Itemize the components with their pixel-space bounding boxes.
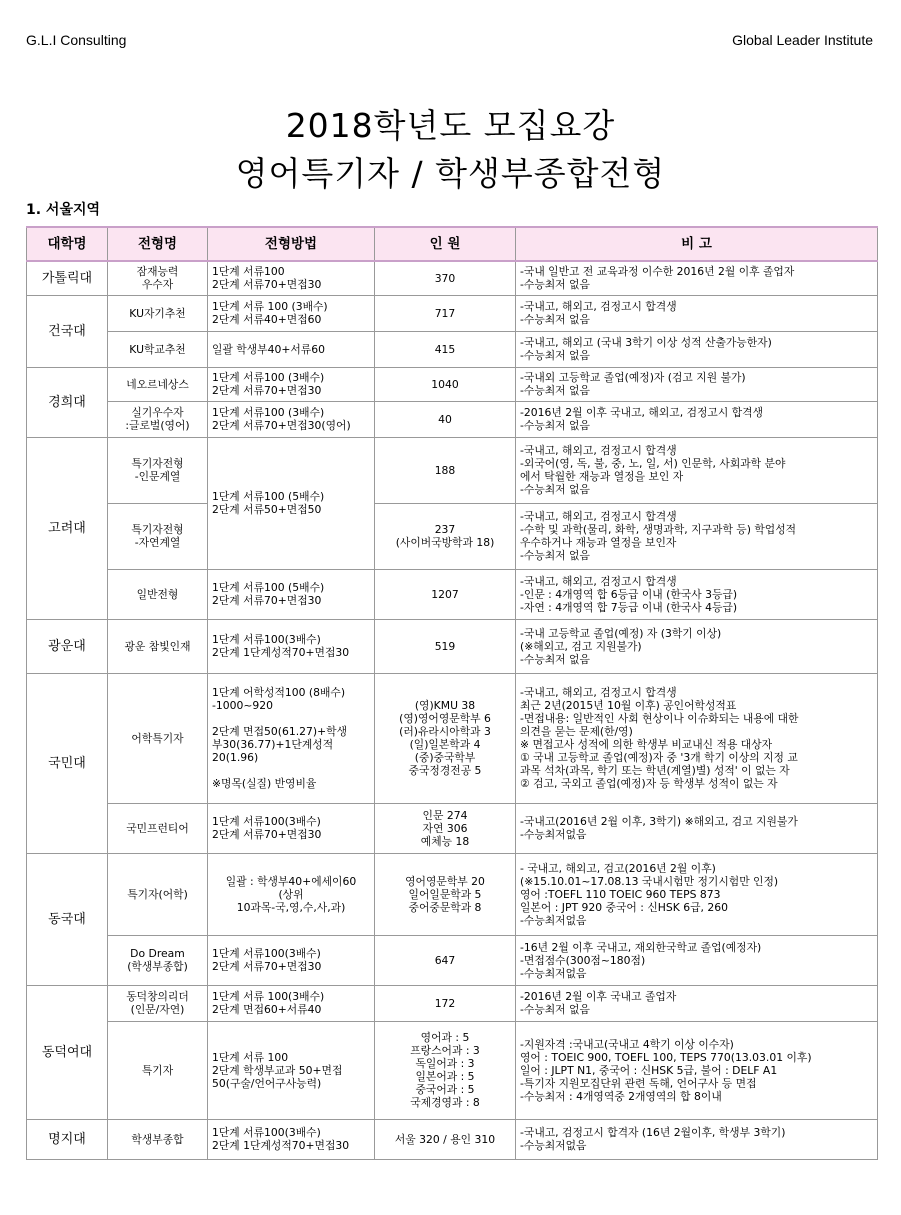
count-cell: 188 [375, 437, 516, 503]
column-header-count: 인 원 [375, 227, 516, 261]
count-cell: 519 [375, 619, 516, 673]
university-cell: 고려대 [27, 437, 108, 619]
count-cell: 717 [375, 295, 516, 331]
university-cell: 국민대 [27, 673, 108, 853]
count-cell: 172 [375, 985, 516, 1021]
university-cell: 경희대 [27, 367, 108, 437]
method-cell: 1단계 서류100(3배수) 2단계 1단계성적70+면접30 [208, 1119, 375, 1159]
track-cell: KU자기추천 [108, 295, 208, 331]
count-cell: (영)KMU 38 (영)영어영문학부 6 (러)유라시아학과 3 (일)일본학과 4 (중)중국학부 중국정경전공 5 [375, 673, 516, 803]
track-cell: 잠재능력 우수자 [108, 261, 208, 295]
table-row [27, 1119, 878, 1159]
count-cell: 1207 [375, 569, 516, 619]
note-cell: - 국내고, 해외고, 검고(2016년 2월 이후) (※15.10.01~17.08.13 국내시험만 정기시험만 인정) 영어 :TOEFL 110 TOEIC 960 TEPS 873 일본어 : JPT 920 중국어 : 신HSK 6급, 260 -수능최저없음 [516, 853, 878, 935]
section-heading: 1. 서울지역 [26, 202, 101, 218]
university-cell: 명지대 [27, 1119, 108, 1159]
method-cell: 1단계 서류100(3배수) 2단계 1단계성적70+면접30 [208, 619, 375, 673]
track-cell: KU학교추천 [108, 331, 208, 367]
method-cell: 1단계 서류100 2단계 서류70+면접30 [208, 261, 375, 295]
method-cell: 1단계 서류 100 2단계 학생부교과 50+면접 50(구술/언어구사능력) [208, 1021, 375, 1119]
table-row [27, 853, 878, 935]
method-cell: 1단계 서류100 (3배수) 2단계 서류70+면접30(영어) [208, 401, 375, 437]
count-cell: 370 [375, 261, 516, 295]
note-cell: -지원자격 :국내고(국내고 4학기 이상 이수자) 영어 : TOEIC 900, TOEFL 100, TEPS 770(13.03.01 이후) 일어 : JLPT N1, 중국어 : 신HSK 5급, 불어 : DELF A1 -특기자 지원모집단위 관련 독해, 언어구사 등 면접 -수능최저 : 4개영역중 2개영역의 합 8이내 [516, 1021, 878, 1119]
table-row [27, 803, 878, 853]
table-row [27, 437, 878, 503]
count-cell: 영어과 : 5 프랑스어과 : 3 독일어과 : 3 일본어과 : 5 중국어과 : 5 국제경영과 : 8 [375, 1021, 516, 1119]
count-cell: 인문 274 자연 306 예체능 18 [375, 803, 516, 853]
track-cell: 실기우수자 :글로벌(영어) [108, 401, 208, 437]
table-row [27, 1021, 878, 1119]
university-cell: 건국대 [27, 295, 108, 367]
method-cell: 1단계 서류100(3배수) 2단계 서류70+면접30 [208, 935, 375, 985]
table-header-row [27, 227, 878, 261]
note-cell: -국내 일반고 전 교육과정 이수한 2016년 2월 이후 졸업자 -수능최저 없음 [516, 261, 878, 295]
count-cell: 40 [375, 401, 516, 437]
note-cell: -국내외 고등학교 졸업(예정)자 (검고 지원 불가) -수능최저 없음 [516, 367, 878, 401]
document-title: 2018학년도 모집요강 [285, 106, 616, 145]
table-row [27, 619, 878, 673]
count-cell: 영어영문학부 20 일어일문학과 5 중어중문학과 8 [375, 853, 516, 935]
table-row [27, 331, 878, 367]
table-row [27, 367, 878, 401]
admissions-table [26, 226, 878, 1160]
count-cell: 415 [375, 331, 516, 367]
note-cell: -국내고(2016년 2월 이후, 3학기) ※해외고, 검고 지원불가 -수능최저없음 [516, 803, 878, 853]
table-row [27, 985, 878, 1021]
university-cell: 광운대 [27, 619, 108, 673]
method-cell: 1단계 서류 100(3배수) 2단계 면접60+서류40 [208, 985, 375, 1021]
note-cell: -국내고, 해외고 (국내 3학기 이상 성적 산출가능한자) -수능최저 없음 [516, 331, 878, 367]
track-cell: 특기자 [108, 1021, 208, 1119]
document-subtitle: 영어특기자 / 학생부종합전형 [235, 154, 666, 193]
method-cell: 1단계 서류100 (5배수) 2단계 서류50+면접50 [208, 437, 375, 569]
count-cell: 647 [375, 935, 516, 985]
note-cell: -국내고, 해외고, 검정고시 합격생 -인문 : 4개영역 합 6등급 이내 (한국사 3등급) -자연 : 4개영역 합 7등급 이내 (한국사 4등급) [516, 569, 878, 619]
track-cell: 네오르네상스 [108, 367, 208, 401]
method-cell: 1단계 서류100 (3배수) 2단계 서류70+면접30 [208, 367, 375, 401]
column-header-note: 비 고 [516, 227, 878, 261]
note-cell: -국내고, 해외고, 검정고시 합격생 -외국어(영, 독, 불, 중, 노, 일, 서) 인문학, 사회과학 분야 에서 탁월한 재능과 열정을 보인 자 -수능최저 없음 [516, 437, 878, 503]
track-cell: Do Dream (학생부종합) [108, 935, 208, 985]
method-cell: 1단계 서류100 (5배수) 2단계 서류70+면접30 [208, 569, 375, 619]
track-cell: 특기자전형 -자연계열 [108, 503, 208, 569]
table-row [27, 295, 878, 331]
table-row [27, 503, 878, 569]
table-row [27, 261, 878, 295]
column-header-university: 대학명 [27, 227, 108, 261]
method-cell: 1단계 어학성적100 (8배수) -1000~920 2단계 면접50(61.27)+학생 부30(36.77)+1단계성적 20(1.96) ※명목(실질) 반영비율 [208, 673, 375, 803]
track-cell: 국민프런티어 [108, 803, 208, 853]
table-row [27, 673, 878, 803]
note-cell: -국내고, 검정고시 합격자 (16년 2월이후, 학생부 3학기) -수능최저없음 [516, 1119, 878, 1159]
track-cell: 광운 참빛인재 [108, 619, 208, 673]
track-cell: 특기자전형 -인문계열 [108, 437, 208, 503]
note-cell: -2016년 2월 이후 국내고 졸업자 -수능최저 없음 [516, 985, 878, 1021]
track-cell: 특기자(어학) [108, 853, 208, 935]
method-cell: 일괄 학생부40+서류60 [208, 331, 375, 367]
count-cell: 1040 [375, 367, 516, 401]
table-row [27, 569, 878, 619]
note-cell: -16년 2월 이후 국내고, 재외한국학교 졸업(예정자) -면접점수(300점~180점) -수능최저없음 [516, 935, 878, 985]
header-right-brand: Global Leader Institute [732, 32, 873, 48]
column-header-method: 전형방법 [208, 227, 375, 261]
note-cell: -2016년 2월 이후 국내고, 해외고, 검정고시 합격생 -수능최저 없음 [516, 401, 878, 437]
university-cell: 동덕여대 [27, 985, 108, 1119]
note-cell: -국내고, 해외고, 검정고시 합격생 최근 2년(2015년 10월 이후) 공인어학성적표 -면접내용: 일반적인 사회 현상이나 이슈화되는 내용에 대한 의견을 묻는 문제(한/영) ※ 면접고사 성적에 의한 학생부 비교내신 적용 대상자 ① 국내 고등학교 졸업(예정)자 중 '3개 학기 이상의 지정 교 과목 석차(과목, 학기 또는 학년(계열)별) 성적' 이 없는 자 ② 검고, 국외고 졸업(예정)자 등 학생부 성적이 없는 자 [516, 673, 878, 803]
note-cell: -국내 고등학교 졸업(예정) 자 (3학기 이상) (※해외고, 검고 지원불가) -수능최저 없음 [516, 619, 878, 673]
count-cell: 서울 320 / 용인 310 [375, 1119, 516, 1159]
track-cell: 일반전형 [108, 569, 208, 619]
table-row [27, 401, 878, 437]
track-cell: 동덕창의리더 (인문/자연) [108, 985, 208, 1021]
track-cell: 학생부종합 [108, 1119, 208, 1159]
table-row [27, 935, 878, 985]
column-header-track: 전형명 [108, 227, 208, 261]
university-cell: 가톨릭대 [27, 261, 108, 295]
note-cell: -국내고, 해외고, 검정고시 합격생 -수학 및 과학(물리, 화학, 생명과학, 지구과학 등) 학업성적 우수하거나 재능과 열정을 보인자 -수능최저 없음 [516, 503, 878, 569]
note-cell: -국내고, 해외고, 검정고시 합격생 -수능최저 없음 [516, 295, 878, 331]
count-cell: 237 (사이버국방학과 18) [375, 503, 516, 569]
university-cell: 동국대 [27, 853, 108, 985]
header-left-brand: G.L.I Consulting [26, 32, 127, 48]
method-cell: 1단계 서류 100 (3배수) 2단계 서류40+면접60 [208, 295, 375, 331]
track-cell: 어학특기자 [108, 673, 208, 803]
method-cell: 1단계 서류100(3배수) 2단계 서류70+면접30 [208, 803, 375, 853]
method-cell: 일괄 : 학생부40+에세이60 (상위 10과목-국,영,수,사,과) [208, 853, 375, 935]
